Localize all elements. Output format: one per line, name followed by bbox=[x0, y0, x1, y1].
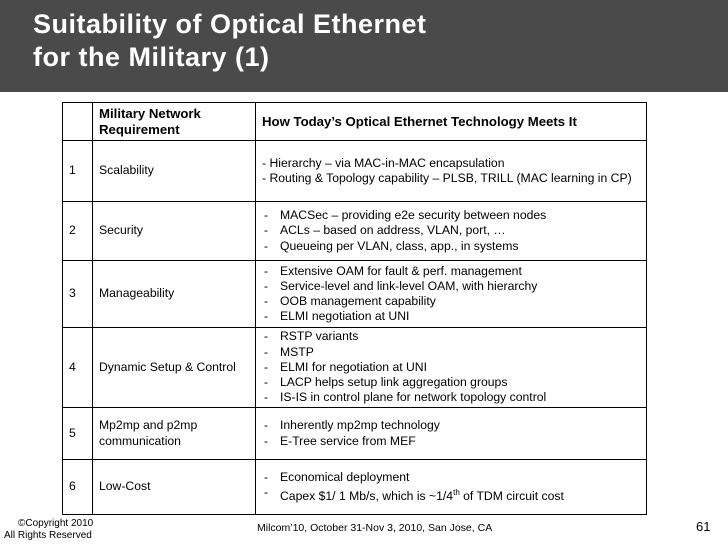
detail-bullet: - Service-level and link-level OAM, with hierarchy bbox=[262, 279, 640, 294]
capex-text: Capex $1/ 1 Mb/s, which is ~1/4 bbox=[280, 489, 454, 504]
slide-title-line2: for the Military (1) bbox=[33, 42, 270, 72]
row-number: 4 bbox=[63, 328, 93, 408]
slide-title bbox=[33, 8, 427, 74]
row-requirement: Mp2mp and p2mp communication bbox=[93, 408, 256, 460]
detail-bullet: - IS-IS in control plane for network topology control bbox=[262, 390, 640, 405]
detail-bullet: - OOB management capability bbox=[262, 294, 640, 309]
row-details bbox=[256, 328, 647, 408]
detail-bullet: - Inherently mp2mp technology bbox=[262, 418, 640, 433]
row-number: 5 bbox=[63, 408, 93, 460]
detail-bullet: - MSTP bbox=[262, 345, 640, 360]
header-requirement: Military Network Requirement bbox=[93, 103, 256, 141]
capex-text-end: of TDM circuit cost bbox=[459, 489, 564, 504]
detail-line: - Hierarchy – via MAC-in-MAC encapsulation bbox=[262, 155, 505, 170]
event-footer: Milcom’10, October 31-Nov 3, 2010, San Jose, CA bbox=[257, 522, 493, 534]
table-row bbox=[63, 202, 647, 261]
slide-title-line1: Suitability of Optical Ethernet bbox=[33, 9, 427, 39]
detail-line: - Routing & Topology capability – PLSB, TRILL (MAC learning in CP) bbox=[262, 171, 632, 185]
detail-bullet: - ACLs – based on address, VLAN, port, … bbox=[262, 223, 640, 238]
row-number: 2 bbox=[63, 202, 93, 261]
row-details bbox=[256, 202, 647, 261]
row-requirement: Security bbox=[93, 202, 256, 261]
detail-bullet: - ELMI for negotiation at UNI bbox=[262, 360, 640, 375]
capex-superscript: th bbox=[453, 487, 460, 497]
detail-bullet: - MACSec – providing e2e security between nodes bbox=[262, 208, 640, 223]
table-row bbox=[63, 408, 647, 460]
title-bar bbox=[0, 0, 728, 92]
detail-bullet: - ELMI negotiation at UNI bbox=[262, 309, 640, 324]
detail-bullet: - Economical deployment bbox=[262, 470, 640, 485]
table-row bbox=[63, 141, 647, 202]
row-details bbox=[256, 408, 647, 460]
requirements-table bbox=[62, 102, 647, 515]
table-row bbox=[63, 328, 647, 408]
detail-bullet: - Extensive OAM for fault & perf. management bbox=[262, 264, 640, 279]
detail-bullet bbox=[262, 485, 640, 504]
detail-bullet: - Queueing per VLAN, class, app., in systems bbox=[262, 239, 640, 254]
row-details bbox=[256, 460, 647, 515]
row-requirement: Scalability bbox=[93, 141, 256, 202]
page-number: 61 bbox=[696, 519, 711, 534]
row-number: 3 bbox=[63, 261, 93, 328]
row-requirement: Low-Cost bbox=[93, 460, 256, 515]
header-meets: How Today’s Optical Ethernet Technology Meets It bbox=[256, 103, 647, 141]
row-details bbox=[256, 261, 647, 328]
table-header-row bbox=[63, 103, 647, 141]
detail-bullet: - RSTP variants bbox=[262, 329, 640, 344]
row-requirement: Dynamic Setup & Control bbox=[93, 328, 256, 408]
detail-bullet: - LACP helps setup link aggregation groups bbox=[262, 375, 640, 390]
row-number: 6 bbox=[63, 460, 93, 515]
table-row bbox=[63, 261, 647, 328]
row-number: 1 bbox=[63, 141, 93, 202]
copyright-block bbox=[4, 518, 93, 542]
table-row bbox=[63, 460, 647, 515]
row-details bbox=[256, 141, 647, 202]
header-blank-cell bbox=[63, 103, 93, 141]
rights-text: All Rights Reserved bbox=[4, 530, 92, 541]
detail-bullet: - E-Tree service from MEF bbox=[262, 434, 640, 449]
copyright-text: ©Copyright 2010 bbox=[18, 518, 94, 529]
row-requirement: Manageability bbox=[93, 261, 256, 328]
